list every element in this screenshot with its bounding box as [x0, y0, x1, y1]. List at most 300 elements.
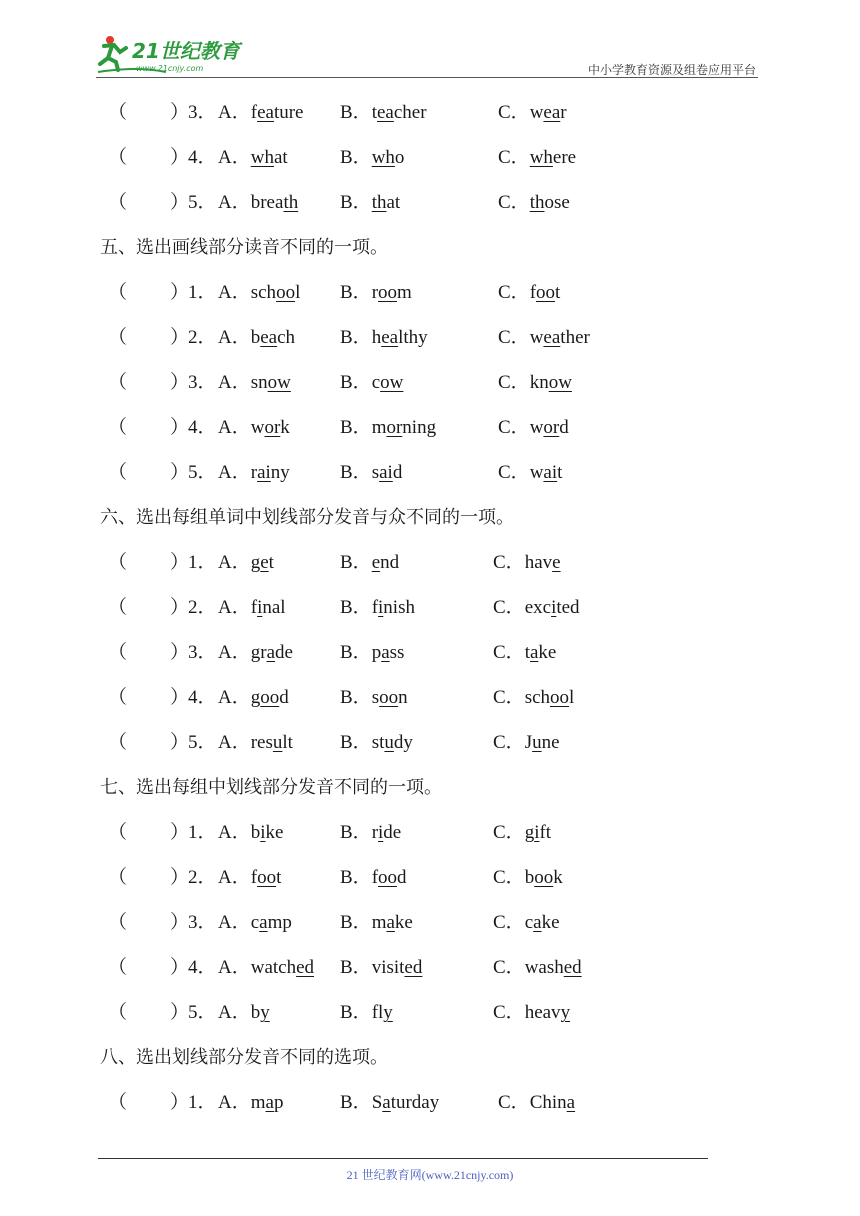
word-part: ted — [556, 597, 580, 618]
underlined-letters: oo — [379, 687, 399, 708]
word-part: f — [371, 867, 379, 888]
answer-paren-left[interactable]: （ — [108, 102, 128, 123]
underlined-letters: i — [551, 597, 557, 618]
logo-text: 21世纪教育 — [132, 39, 240, 63]
word-part: ft — [539, 822, 552, 843]
word-part: kn — [529, 372, 549, 393]
option-b — [340, 98, 427, 128]
answer-paren-right: ） — [170, 327, 190, 348]
option-letter: C． — [498, 192, 530, 213]
underlined-letters: ed — [563, 957, 582, 978]
word-part: c — [524, 912, 534, 933]
word-part: c — [250, 912, 260, 933]
word-part: heav — [524, 1002, 561, 1023]
word-part: nish — [383, 597, 415, 618]
word-part: t — [371, 102, 377, 123]
underlined-letters: ed — [404, 957, 423, 978]
option-letter: C． — [493, 912, 525, 933]
word-part: b — [524, 867, 535, 888]
word-part: d — [392, 462, 403, 483]
word-part: m — [371, 912, 387, 933]
underlined-letters: u — [532, 732, 542, 753]
section-title: 六、选出每组单词中划线部分发音与众不同的一项。 — [100, 507, 514, 528]
underlined-letters: y — [560, 1002, 571, 1023]
option-letter: A． — [218, 957, 251, 978]
word-part: ch — [277, 327, 296, 348]
option-c — [493, 683, 574, 713]
underlined-letters: u — [384, 732, 394, 753]
word-part: k — [553, 867, 563, 888]
word-part: g — [250, 552, 261, 573]
option-a — [218, 143, 288, 173]
word-part: o — [394, 147, 405, 168]
word-part: dy — [393, 732, 413, 753]
word-part: g — [250, 687, 261, 708]
option-b — [340, 413, 436, 443]
option-letter: C． — [493, 822, 525, 843]
header-divider — [96, 77, 758, 78]
option-letter: A． — [218, 1092, 251, 1113]
word-part: s — [371, 687, 380, 708]
word-part: ke — [265, 822, 284, 843]
underlined-letters: a — [382, 1092, 391, 1113]
word-part: fl — [371, 1002, 384, 1023]
word-part: ne — [541, 732, 560, 753]
word-part: turday — [390, 1092, 440, 1113]
option-b — [340, 188, 400, 218]
word-part: f — [529, 282, 537, 303]
answer-paren-left[interactable]: （ — [108, 1092, 128, 1113]
word-part: f — [250, 867, 258, 888]
answer-paren-left[interactable]: （ — [108, 867, 128, 888]
underlined-letters: oo — [536, 282, 556, 303]
option-letter: B． — [340, 642, 372, 663]
question-row — [0, 728, 860, 758]
logo-url: www.21cnjy.com — [136, 64, 204, 73]
word-part: l — [569, 687, 575, 708]
option-letter: A． — [218, 867, 251, 888]
option-letter: A． — [218, 282, 251, 303]
word-part: w — [529, 417, 544, 438]
option-b — [340, 953, 422, 983]
option-letter: C． — [498, 372, 530, 393]
word-part: s — [371, 462, 380, 483]
underlined-letters: ea — [260, 327, 278, 348]
underlined-letters: a — [381, 642, 390, 663]
option-letter: C． — [493, 552, 525, 573]
answer-paren-left[interactable]: （ — [108, 417, 128, 438]
answer-paren-right: ） — [170, 372, 190, 393]
answer-paren-left[interactable]: （ — [108, 957, 128, 978]
answer-paren-left[interactable]: （ — [108, 192, 128, 213]
page-header — [96, 30, 758, 80]
option-c — [498, 458, 562, 488]
answer-paren-left[interactable]: （ — [108, 642, 128, 663]
option-a — [218, 908, 292, 938]
question-row — [0, 818, 860, 848]
option-letter: C． — [493, 597, 525, 618]
underlined-letters: a — [265, 1092, 274, 1113]
option-a — [218, 953, 314, 983]
underlined-letters: th — [529, 192, 545, 213]
answer-paren-right: ） — [170, 1092, 190, 1113]
underlined-letters: ea — [257, 102, 274, 123]
option-letter: A． — [218, 327, 251, 348]
answer-paren-right: ） — [170, 597, 190, 618]
question-row — [0, 908, 860, 938]
option-a — [218, 98, 303, 128]
answer-paren-left[interactable]: （ — [108, 327, 128, 348]
word-part: brea — [250, 192, 284, 213]
option-b — [340, 368, 403, 398]
option-b — [340, 728, 413, 758]
option-letter: B． — [340, 372, 372, 393]
underlined-letters: ai — [257, 462, 271, 483]
question-number: 5． — [188, 732, 217, 753]
option-letter: B． — [340, 192, 372, 213]
question-number: 1． — [188, 552, 217, 573]
option-b — [340, 908, 413, 938]
answer-paren-right: ） — [170, 822, 190, 843]
answer-paren-left[interactable]: （ — [108, 1002, 128, 1023]
option-letter: C． — [493, 1002, 525, 1023]
underlined-letters: ow — [548, 372, 572, 393]
option-letter: C． — [498, 147, 530, 168]
option-letter: A． — [218, 552, 251, 573]
underlined-letters: ea — [381, 327, 399, 348]
word-part: f — [250, 597, 258, 618]
word-part: wash — [524, 957, 564, 978]
underlined-letters: ed — [296, 957, 315, 978]
answer-paren-right: ） — [170, 687, 190, 708]
question-row — [0, 548, 860, 578]
underlined-letters: a — [566, 1092, 576, 1113]
option-letter: A． — [218, 192, 251, 213]
section-title: 五、选出画线部分读音不同的一项。 — [100, 237, 388, 258]
option-letter: C． — [493, 687, 525, 708]
underlined-letters: e — [552, 552, 561, 573]
option-letter: A． — [218, 147, 251, 168]
option-letter: C． — [498, 462, 530, 483]
word-part: ke — [538, 642, 557, 663]
underlined-letters: ea — [376, 102, 394, 123]
answer-paren-right: ） — [170, 912, 190, 933]
option-letter: B． — [340, 597, 372, 618]
underlined-letters: ea — [543, 327, 561, 348]
word-part: r — [250, 462, 258, 483]
question-row — [0, 143, 860, 173]
word-part: cher — [393, 102, 427, 123]
option-c — [498, 98, 567, 128]
question-number: 2． — [188, 327, 217, 348]
question-row — [0, 683, 860, 713]
underlined-letters: u — [272, 732, 283, 753]
option-c — [493, 998, 570, 1028]
option-letter: B． — [340, 1092, 372, 1113]
underlined-letters: ow — [267, 372, 291, 393]
option-letter: C． — [498, 327, 530, 348]
option-c — [493, 863, 563, 893]
option-a — [218, 323, 295, 353]
underlined-letters: a — [266, 642, 275, 663]
word-part: de — [275, 642, 293, 663]
option-b — [340, 1088, 439, 1118]
question-row — [0, 953, 860, 983]
word-part: p — [273, 1092, 284, 1113]
word-part: r — [371, 282, 379, 303]
word-part: watch — [250, 957, 297, 978]
option-a — [218, 188, 298, 218]
question-row — [0, 998, 860, 1028]
question-number: 3． — [188, 642, 217, 663]
option-letter: A． — [218, 597, 251, 618]
question-number: 2． — [188, 597, 217, 618]
word-part: S — [371, 1092, 383, 1113]
answer-paren-right: ） — [170, 552, 190, 573]
option-c — [493, 548, 561, 578]
underlined-letters: or — [543, 417, 560, 438]
option-letter: B． — [340, 417, 372, 438]
word-part: b — [250, 1002, 261, 1023]
option-letter: C． — [498, 102, 530, 123]
word-part: hav — [524, 552, 553, 573]
question-row — [0, 98, 860, 128]
word-part: d — [397, 867, 407, 888]
question-number: 4． — [188, 147, 217, 168]
underlined-letters: or — [264, 417, 281, 438]
word-part: mp — [267, 912, 292, 933]
question-number: 1． — [188, 1092, 217, 1113]
section-title: 八、选出划线部分发音不同的选项。 — [100, 1047, 388, 1068]
option-c — [493, 638, 556, 668]
underlined-letters: oo — [257, 867, 277, 888]
word-part: ke — [394, 912, 413, 933]
question-number: 5． — [188, 1002, 217, 1023]
option-b — [340, 638, 404, 668]
underlined-letters: a — [259, 912, 268, 933]
word-part: st — [371, 732, 385, 753]
word-part: w — [529, 327, 544, 348]
option-c — [498, 1088, 575, 1118]
underlined-letters: i — [260, 822, 266, 843]
question-row — [0, 323, 860, 353]
question-number: 3． — [188, 102, 217, 123]
underlined-letters: th — [283, 192, 299, 213]
underlined-letters: e — [371, 552, 381, 573]
word-part: ny — [270, 462, 290, 483]
word-part: t — [557, 462, 563, 483]
question-number: 1． — [188, 822, 217, 843]
answer-paren-left[interactable]: （ — [108, 372, 128, 393]
option-c — [493, 818, 551, 848]
word-part: c — [371, 372, 381, 393]
option-b — [340, 593, 415, 623]
underlined-letters: wh — [371, 147, 395, 168]
word-part: lt — [282, 732, 293, 753]
word-part: nal — [262, 597, 286, 618]
word-part: t — [276, 867, 282, 888]
option-a — [218, 638, 293, 668]
underlined-letters: oo — [276, 282, 296, 303]
word-part: t — [524, 642, 530, 663]
underlined-letters: ai — [379, 462, 393, 483]
underlined-letters: i — [378, 822, 384, 843]
word-part: ke — [541, 912, 560, 933]
option-b — [340, 818, 401, 848]
option-b — [340, 863, 407, 893]
option-letter: B． — [340, 102, 372, 123]
option-letter: B． — [340, 147, 372, 168]
word-part: at — [273, 147, 288, 168]
underlined-letters: e — [260, 552, 269, 573]
option-letter: A． — [218, 912, 251, 933]
answer-paren-right: ） — [170, 642, 190, 663]
word-part: p — [371, 642, 382, 663]
word-part: nd — [380, 552, 400, 573]
answer-paren-left[interactable]: （ — [108, 147, 128, 168]
option-b — [340, 143, 404, 173]
option-a — [218, 1088, 283, 1118]
option-c — [498, 413, 569, 443]
underlined-letters: th — [371, 192, 387, 213]
underlined-letters: ai — [543, 462, 558, 483]
option-letter: A． — [218, 417, 251, 438]
option-b — [340, 998, 393, 1028]
word-part: m — [371, 417, 387, 438]
question-number: 3． — [188, 372, 217, 393]
answer-paren-right: ） — [170, 957, 190, 978]
word-part: b — [250, 327, 261, 348]
word-part: r — [371, 822, 379, 843]
word-part: gr — [250, 642, 267, 663]
option-letter: A． — [218, 102, 251, 123]
header-platform-text: 中小学教育资源及组卷应用平台 — [587, 63, 756, 77]
question-row — [0, 413, 860, 443]
question-number: 2． — [188, 867, 217, 888]
option-c — [493, 953, 582, 983]
word-part: ss — [389, 642, 405, 663]
option-c — [498, 323, 590, 353]
answer-paren-right: ） — [170, 867, 190, 888]
option-letter: B． — [340, 867, 372, 888]
answer-paren-left[interactable]: （ — [108, 597, 128, 618]
answer-paren-right: ） — [170, 282, 190, 303]
option-c — [498, 143, 576, 173]
option-a — [218, 368, 291, 398]
word-part: h — [371, 327, 382, 348]
underlined-letters: oo — [550, 687, 570, 708]
word-part: res — [250, 732, 273, 753]
option-letter: C． — [493, 957, 525, 978]
option-letter: C． — [498, 417, 530, 438]
option-letter: B． — [340, 822, 372, 843]
option-letter: A． — [218, 732, 251, 753]
option-letter: C． — [498, 1092, 530, 1113]
word-part: lthy — [398, 327, 428, 348]
answer-paren-left[interactable]: （ — [108, 912, 128, 933]
option-c — [498, 278, 560, 308]
answer-paren-right: ） — [170, 732, 190, 753]
option-letter: A． — [218, 462, 251, 483]
word-part: t — [555, 282, 561, 303]
option-letter: B． — [340, 1002, 372, 1023]
word-part: f — [250, 102, 258, 123]
option-a — [218, 863, 281, 893]
word-part: J — [524, 732, 533, 753]
underlined-letters: a — [533, 912, 542, 933]
answer-paren-right: ） — [170, 147, 190, 168]
underlined-letters: y — [383, 1002, 393, 1023]
answer-paren-left[interactable]: （ — [108, 282, 128, 303]
word-part: ture — [273, 102, 304, 123]
option-a — [218, 998, 270, 1028]
word-part: n — [398, 687, 408, 708]
option-c — [493, 593, 580, 623]
option-letter: A． — [218, 372, 251, 393]
question-number: 4． — [188, 957, 217, 978]
word-part: l — [295, 282, 301, 303]
word-part: sn — [250, 372, 268, 393]
option-a — [218, 458, 290, 488]
word-part: t — [268, 552, 274, 573]
question-row — [0, 458, 860, 488]
word-part: w — [250, 417, 265, 438]
answer-paren-left[interactable]: （ — [108, 822, 128, 843]
word-part: exc — [524, 597, 552, 618]
option-b — [340, 458, 402, 488]
question-number: 4． — [188, 687, 217, 708]
word-part: g — [524, 822, 535, 843]
option-letter: A． — [218, 822, 251, 843]
option-a — [218, 413, 290, 443]
answer-paren-left[interactable]: （ — [108, 687, 128, 708]
option-letter: C． — [498, 282, 530, 303]
answer-paren-right: ） — [170, 462, 190, 483]
question-row — [0, 188, 860, 218]
word-part: ning — [402, 417, 437, 438]
answer-paren-left[interactable]: （ — [108, 462, 128, 483]
word-part: d — [279, 687, 289, 708]
word-part: k — [280, 417, 290, 438]
underlined-letters: y — [260, 1002, 270, 1023]
answer-paren-right: ） — [170, 102, 190, 123]
option-letter: C． — [493, 732, 525, 753]
question-row — [0, 638, 860, 668]
option-a — [218, 728, 293, 758]
answer-paren-left[interactable]: （ — [108, 552, 128, 573]
underlined-letters: a — [386, 912, 395, 933]
answer-paren-right: ） — [170, 192, 190, 213]
section-title: 七、选出每组中划线部分发音不同的一项。 — [100, 777, 442, 798]
word-part: at — [386, 192, 401, 213]
word-part: visit — [371, 957, 405, 978]
question-row — [0, 863, 860, 893]
option-letter: A． — [218, 642, 251, 663]
underlined-letters: ow — [380, 372, 404, 393]
question-number: 1． — [188, 282, 217, 303]
answer-paren-left[interactable]: （ — [108, 732, 128, 753]
word-part: de — [383, 822, 402, 843]
word-part: w — [529, 102, 544, 123]
option-letter: B． — [340, 552, 372, 573]
logo-21cnjy — [96, 30, 266, 78]
option-letter: A． — [218, 1002, 251, 1023]
word-part: b — [250, 822, 261, 843]
question-number: 5． — [188, 192, 217, 213]
footer-text: 21 世纪教育网(www.21cnjy.com) — [346, 1168, 514, 1182]
word-part: ose — [544, 192, 570, 213]
option-a — [218, 548, 274, 578]
